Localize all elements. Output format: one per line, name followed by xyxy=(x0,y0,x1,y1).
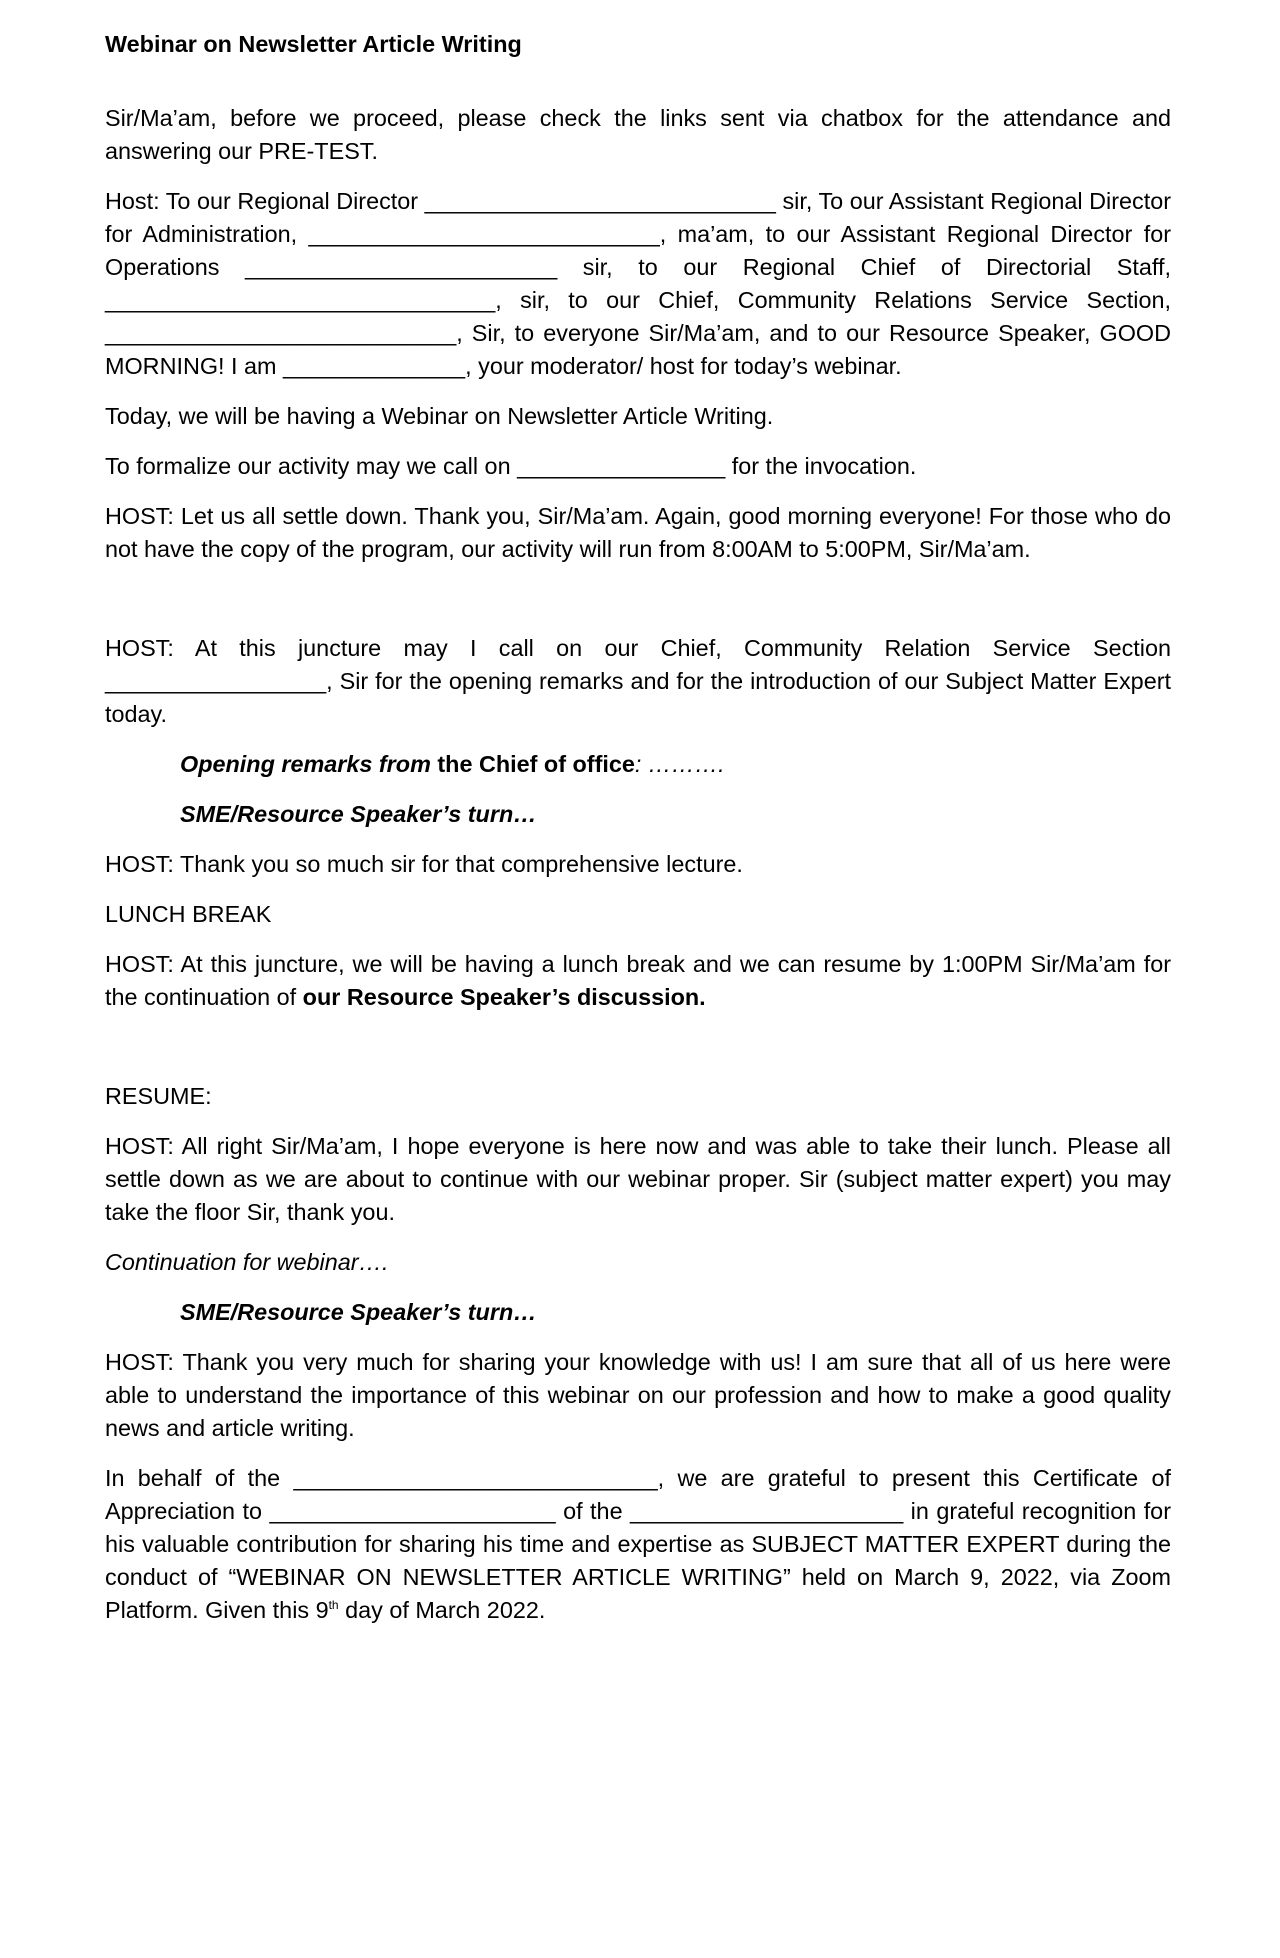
resume-paragraph: HOST: All right Sir/Ma’am, I hope everyone is here now and was able to take their lunch. Please all settle down as we are about to continue with our webinar proper. Sir (subject matter expert) you may take the floor Sir, thank you. xyxy=(105,1133,1171,1225)
today-paragraph: Today, we will be having a Webinar on Newsletter Article Writing. xyxy=(105,403,774,429)
opening-remarks-label: Opening remarks from xyxy=(180,751,431,777)
document-title: Webinar on Newsletter Article Writing xyxy=(105,31,522,57)
certificate-paragraph xyxy=(105,1462,1171,1627)
settle-paragraph: HOST: Let us all settle down. Thank you, Sir/Ma’am. Again, good morning everyone! For those who do not have the copy of the program, our activity will run from 8:00AM to 5:00PM, Sir/Ma’am. xyxy=(105,503,1171,562)
opening-remarks-ellipsis: : ………. xyxy=(634,751,725,777)
host-greeting-paragraph: Host: To our Regional Director ___________________________ sir, To our Assistant Regional Director for Administration, ___________________________, ma’am, to our Assistant Regional Director for Operations ________________________ sir, to our Regional Chief of Directorial Staff, ______________________________, sir, to our Chief, Community Relations Service Section, ___________________________, Sir, to everyone Sir/Ma’am, and to our Resource Speaker, GOOD MORNING! I am ______________, your moderator/ host for today’s webinar. xyxy=(105,188,1171,379)
opening-call-paragraph: HOST: At this juncture may I call on our Chief, Community Relation Service Section _________________, Sir for the opening remarks and for the introduction of our Subject Matter Expert today. xyxy=(105,635,1171,727)
thanks-sharing-paragraph: HOST: Thank you very much for sharing your knowledge with us! I am sure that all of us here were able to understand the importance of this webinar on our profession and how to make a good quality news and article writing. xyxy=(105,1349,1171,1441)
certificate-ordinal-suffix: th xyxy=(328,1598,339,1613)
certificate-text-end: day of March 2022. xyxy=(338,1597,546,1623)
invocation-paragraph: To formalize our activity may we call on ________________ for the invocation. xyxy=(105,453,917,479)
lunch-paragraph xyxy=(105,948,1171,1014)
sme-turn-line-1: SME/Resource Speaker’s turn… xyxy=(180,801,537,827)
opening-remarks-chief: the Chief of office xyxy=(430,751,635,777)
lunch-paragraph-bold: our Resource Speaker’s discussion. xyxy=(302,984,706,1010)
lunch-paragraph-text: HOST: At this juncture, we will be having a lunch break and we can resume by 1:00PM Sir/Ma’am for the continuation of xyxy=(105,951,1171,1010)
document-page xyxy=(105,28,1171,1644)
lunch-break-heading: LUNCH BREAK xyxy=(105,901,272,927)
opening-remarks-line xyxy=(180,748,1171,781)
continuation-line: Continuation for webinar…. xyxy=(105,1249,389,1275)
pretest-paragraph: Sir/Ma’am, before we proceed, please check the links sent via chatbox for the attendance and answering our PRE-TEST. xyxy=(105,105,1171,164)
sme-turn-line-2: SME/Resource Speaker’s turn… xyxy=(180,1299,537,1325)
resume-heading: RESUME: xyxy=(105,1083,212,1109)
certificate-text: In behalf of the ____________________________, we are grateful to present this Certificate of Appreciation to ______________________ of the _____________________ in grateful recognition for his valuable contribution for sharing his time and expertise as SUBJECT MATTER EXPERT during the conduct of “WEBINAR ON NEWSLETTER ARTICLE WRITING” held on March 9, 2022, via Zoom Platform. Given this 9 xyxy=(105,1465,1171,1623)
thank-lecture-paragraph: HOST: Thank you so much sir for that comprehensive lecture. xyxy=(105,851,743,877)
